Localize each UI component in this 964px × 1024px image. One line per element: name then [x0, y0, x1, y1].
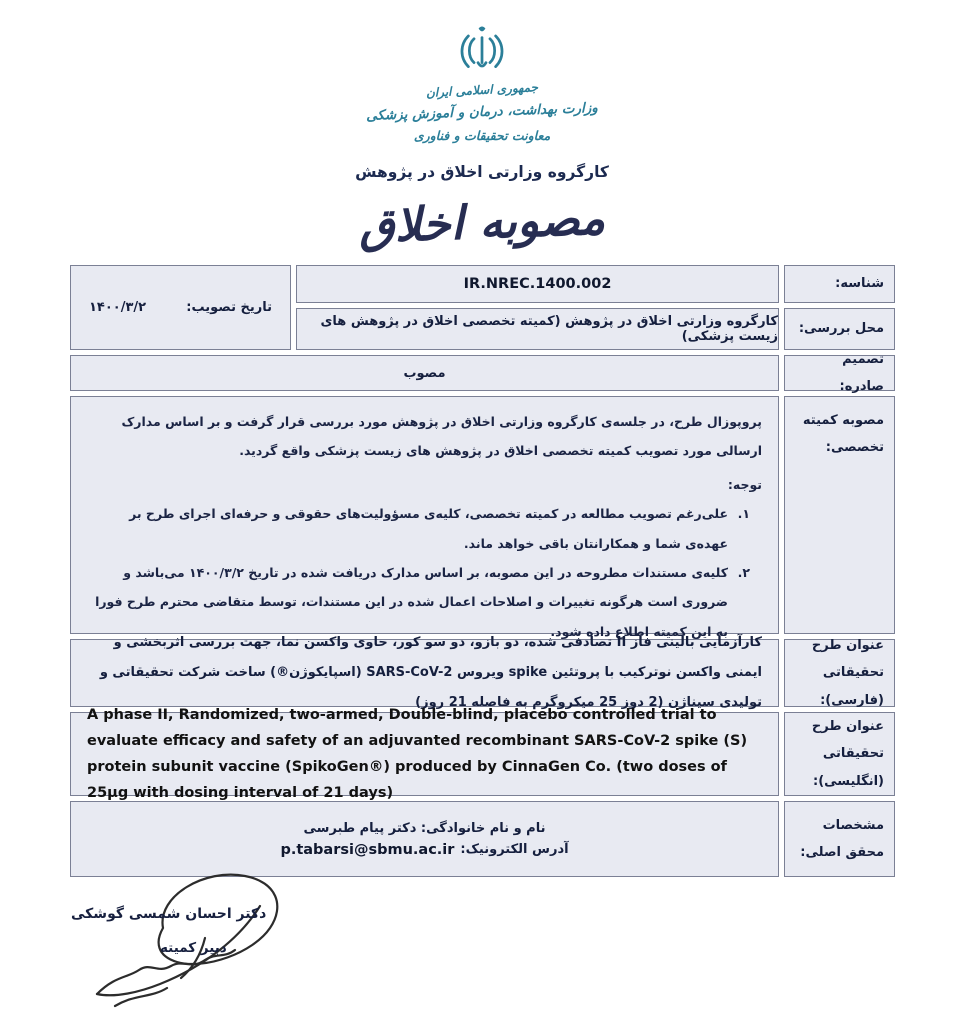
document-title-calligraphy: مصوبه اخلاق	[358, 190, 606, 253]
project-title-farsi: کارآزمایی بالینی فاز II تصادفی شده، دو بازو، دو سو کور، حاوی واکسن نما، جهت بررسی اثربخشی و ایمنی واکسن نوترکیب با پروتئین spike ویروس SARS-CoV-2 (اسپایکوژن®) ساخت شرکت تحقیقاتی و تولیدی سیناژن (2 دوز 25 میکروگرم به فاصله 21 روز)	[70, 639, 779, 707]
researcher-email-value: p.tabarsi@sbmu.ac.ir	[280, 841, 455, 858]
secretary-name: دکتر احسان شمسی گوشکی	[71, 906, 267, 922]
label-title-en: عنوان طرح تحقیقاتی (انگلیسی):	[784, 712, 895, 796]
approval-date-cell	[70, 265, 291, 350]
note-1-text: علی‌رغم تصویب مطالعه در کمیته تخصصی، کلیه‌ی مسؤولیت‌های حقوقی و حرفه‌ای اجرای طرح بر عهده‌ی شما و همکارانتان باقی خواهد ماند.	[129, 506, 728, 551]
approval-table	[70, 265, 895, 877]
project-title-english: A phase II, Randomized, two-armed, Double-blind, placebo controlled trial to evaluate efficacy and safety of an adjuvanted recombinant SARS-CoV-2 spike (S) protein subunit vaccine (SpikoGen®) produced by CinnaGen Co. (two doses of 25µg with dosing interval of 21 days)	[70, 712, 779, 796]
gov-line-ministry: وزارت بهداشت، درمان و آموزش پزشکی	[365, 99, 599, 125]
label-decision: تصمیم صادره:	[784, 355, 895, 391]
approval-id-value: IR.NREC.1400.002	[296, 265, 779, 303]
researcher-name-line: نام و نام خانوادگی: دکتر پیام طبرسی	[303, 820, 546, 836]
label-review-place: محل بررسی:	[784, 308, 895, 350]
approval-date-value: ۱۴۰۰/۳/۲	[89, 300, 147, 315]
note-2-text: کلیه‌ی مستندات مطروحه در این مصوبه، بر اساس مدارک دریافت شده در تاریخ ۱۴۰۰/۳/۲ می‌باشد و ضروری است هرگونه تغییرات و اصلاحات اعمال شده در این مستندات، توسط متقاضی محترم طرح فورا به این کمیته اطلاع داده شود.	[95, 564, 728, 639]
secretary-role: دبیر کمیته	[160, 940, 227, 956]
committee-resolution-text	[70, 396, 779, 639]
researcher-email-line	[280, 842, 568, 858]
gov-line-deputy: معاونت تحقیقات و فناوری	[413, 127, 551, 143]
document-header	[0, 0, 964, 253]
resolution-note-label: توجه:	[727, 476, 762, 492]
org-title: کارگروه وزارتی اخلاق در پژوهش	[355, 162, 609, 181]
label-id: شناسه:	[784, 265, 895, 303]
decision-value: مصوب	[70, 355, 779, 391]
review-place-value: کارگروه وزارتی اخلاق در پژوهش (کمیته تخصصی اخلاق در پژوهش های زیست پزشکی)	[296, 308, 779, 350]
note-1-number: ۱.	[737, 506, 750, 522]
resolution-note-1	[87, 499, 762, 558]
iran-national-emblem-icon	[459, 24, 505, 78]
label-researcher: مشخصات محقق اصلی:	[784, 801, 895, 877]
label-title-fa: عنوان طرح تحقیقاتی (فارسی):	[784, 639, 895, 707]
note-2-number: ۲.	[737, 564, 750, 580]
government-header-calligraphy	[0, 80, 964, 147]
signature-block	[55, 866, 405, 1021]
email-label: آدرس الکترونیک:	[460, 842, 569, 857]
handwritten-signature-icon	[55, 866, 405, 1021]
approval-date-label: تاریخ تصویب:	[186, 300, 272, 315]
gov-line-country: جمهوری اسلامی ایران	[425, 80, 539, 100]
label-committee-resolution: مصوبه کمیته تخصصی:	[784, 396, 895, 634]
resolution-paragraph: پروپوزال طرح، در جلسه‌ی کارگروه وزارتی اخلاق در پژوهش مورد بررسی قرار گرفت و بر اساس مدارک ارسالی مورد تصویب کمیته تخصصی اخلاق در پژوهش های زیست پزشکی واقع گردید.	[121, 414, 762, 459]
